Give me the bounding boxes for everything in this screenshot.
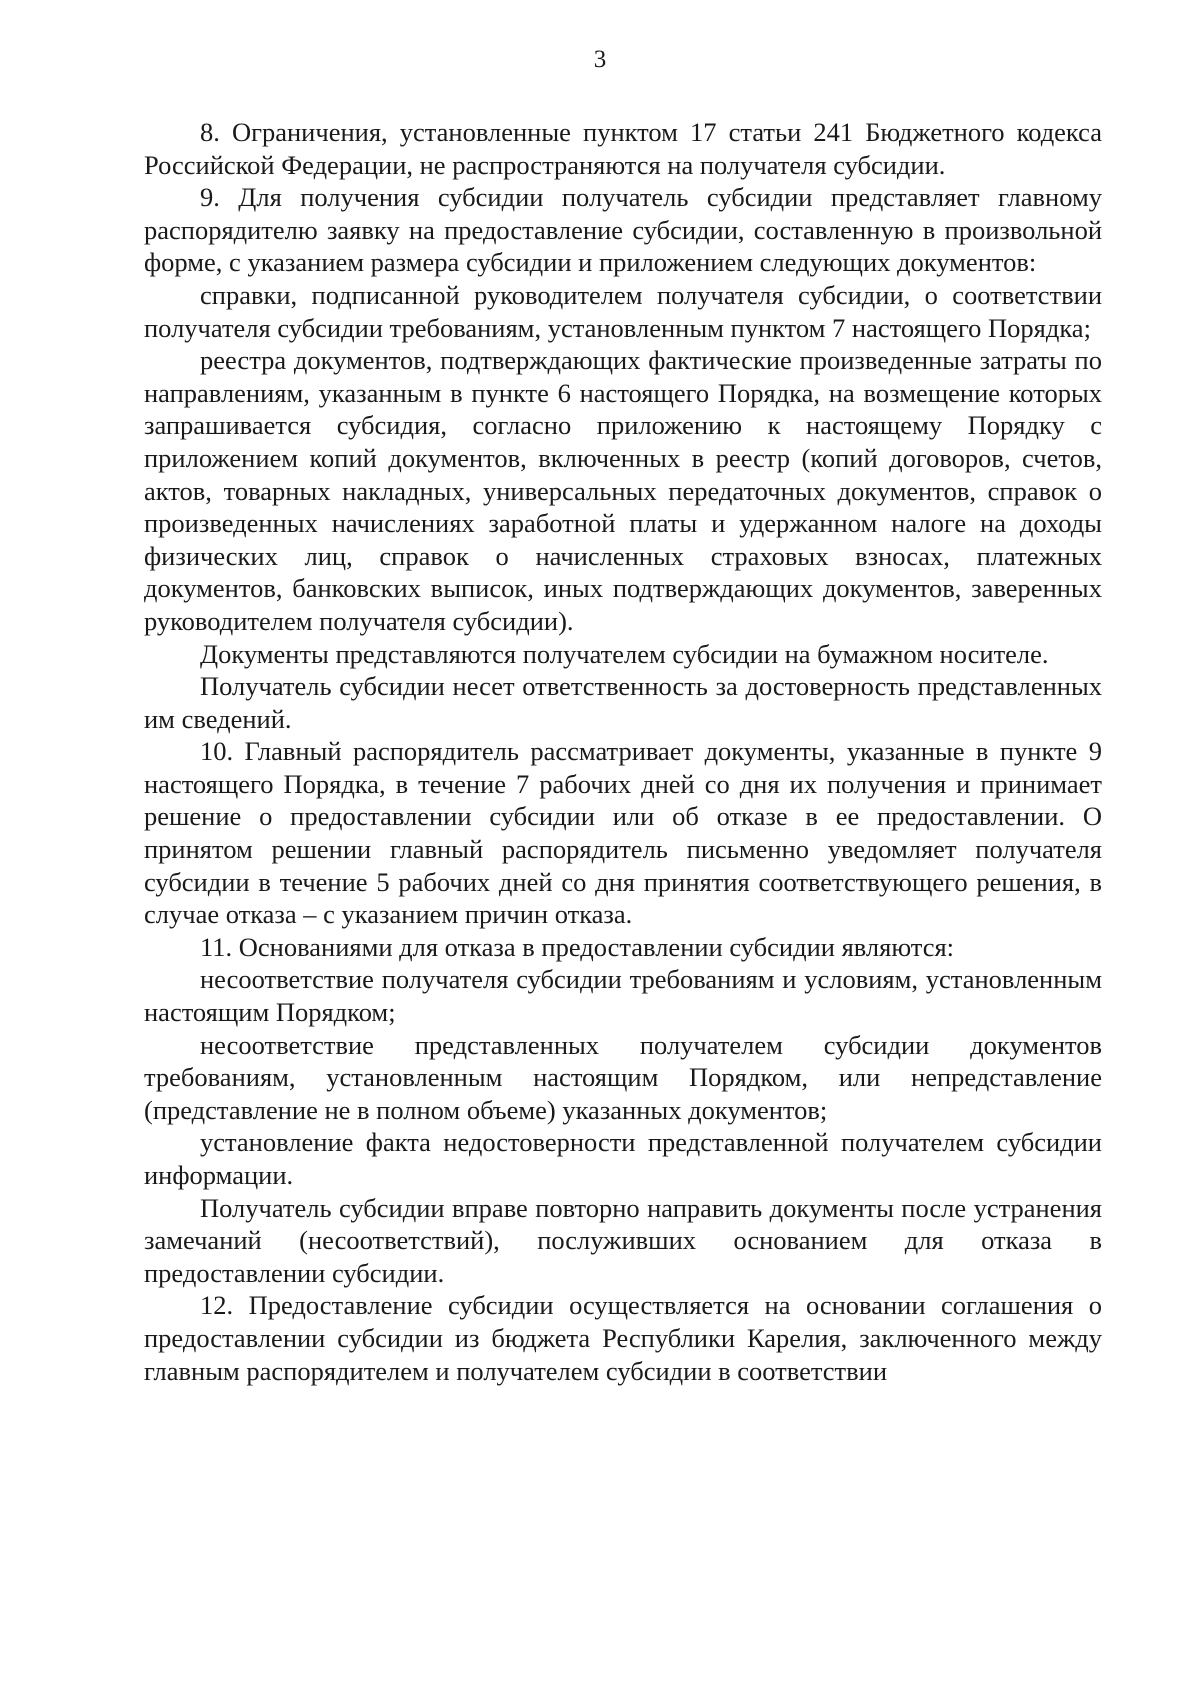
paragraph-11-ground-2: несоответствие представленных получателем субсидии документов требованиям, установленным настоящим Порядком, или непредставление (представление не в полном объеме) указанных документов; [144, 1029, 1102, 1125]
paragraph-9: 9. Для получения субсидии получатель субсидии представляет главному распорядителю заявку на предоставление субсидии, составленную в произвольной форме, с указанием размера субсидии и приложением следующих документов: [144, 182, 1102, 278]
paragraph-12: 12. Предоставление субсидии осуществляется на основании соглашения о предоставлении субсидии из бюджета Республики Карелия, заключенного между главным распорядителем и получателем субсидии в соответствии [144, 1290, 1102, 1386]
paragraph-10: 10. Главный распорядитель рассматривает документы, указанные в пункте 9 настоящего Порядка, в течение 7 рабочих дней со дня их получения и принимает решение о предоставлении субсидии или об отказе в ее предоставлении. О принятом решении главный распорядитель письменно уведомляет получателя субсидии в течение 5 рабочих дней со дня принятия соответствующего решения, в случае отказа – с указанием причин отказа. [144, 736, 1102, 930]
paragraph-11-ground-3: установление факта недостоверности представленной получателем субсидии информации. [144, 1127, 1102, 1190]
paragraph-11: 11. Основаниями для отказа в предоставлении субсидии являются: [200, 931, 955, 962]
paragraph-11-resubmission: Получатель субсидии вправе повторно направить документы после устранения замечаний (несоответствий), послуживших основанием для отказа в предоставлении субсидии. [144, 1192, 1102, 1288]
document-body [144, 116, 1102, 1387]
paragraph-9-paper-form: Документы представляются получателем субсидии на бумажном носителе. [200, 638, 1049, 669]
page-number: 3 [593, 46, 607, 73]
paragraph-9-responsibility: Получатель субсидии несет ответственность за достоверность представленных им сведений. [144, 671, 1102, 734]
paragraph-8: 8. Ограничения, установленные пунктом 17 статьи 241 Бюджетного кодекса Российской Федерации, не распространяются на получателя субсидии. [144, 117, 1102, 180]
paragraph-11-ground-1: несоответствие получателя субсидии требованиям и условиям, установленным настоящим Порядком; [144, 964, 1102, 1028]
paragraph-9-certificate: справки, подписанной руководителем получателя субсидии, о соответствии получателя субсидии требованиям, установленным пунктом 7 настоящего Порядка; [144, 279, 1102, 343]
paragraph-9-registry: реестра документов, подтверждающих фактические произведенные затраты по направлениям, указанным в пункте 6 настоящего Порядка, на возмещение которых запрашивается субсидия, согласно приложению к настоящему Порядку с приложением копий документов, включенных в реестр (копий договоров, счетов, актов, товарных накладных, универсальных передаточных документов, справок о произведенных начислениях заработной платы и удержанном налоге на доходы физических лиц, справок о начисленных страховых взносах, платежных документов, банковских выписок, иных подтверждающих документов, заверенных руководителем получателя субсидии). [144, 345, 1102, 636]
